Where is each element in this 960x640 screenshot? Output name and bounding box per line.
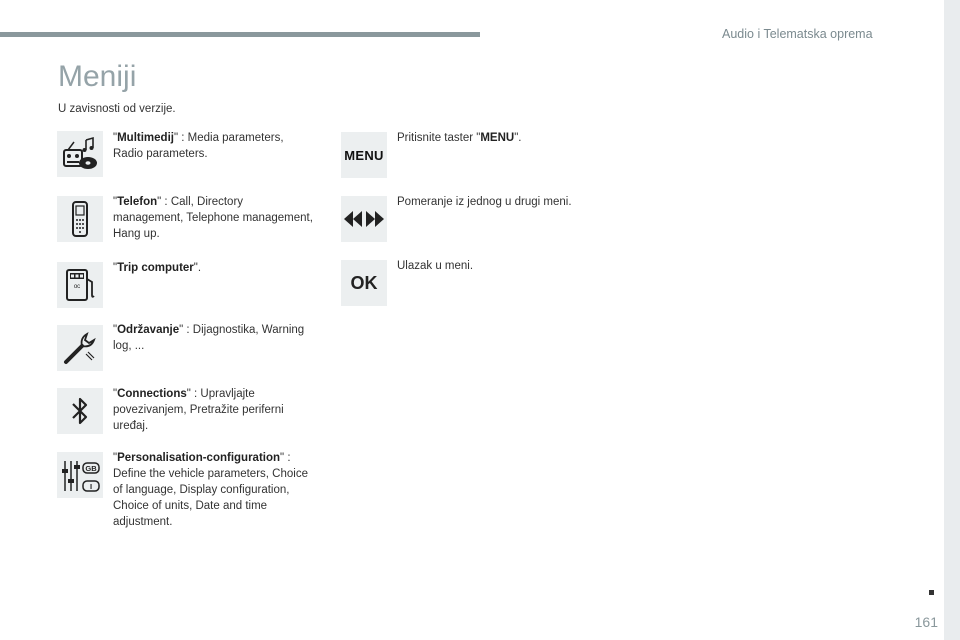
menu-item-telefon: "Telefon" : Call, Directory management, Telephone management, Hang up. [113,196,313,240]
page-subtitle: U zavisnosti od verzije. [58,103,176,115]
ok-button[interactable] [341,260,387,306]
trip-display-text: oc [73,284,81,290]
settings-badge-bottom: I [89,482,93,491]
arrows-instruction: Pomeranje iz jednog u drugi meni. [397,196,572,208]
menu-button-label: MENU [344,147,384,163]
ok-instruction: Ulazak u meni. [397,260,474,272]
menu-item-odrzavanje: "Održavanje" : Dijagnostika, Warning log, ... [113,324,305,352]
menu-item-label: Personalisation-configuration [117,452,281,464]
menu-instruction-prefix: Pritisnite taster " [397,132,481,144]
menu-item-label: Multimedij [117,132,174,144]
section-label: Audio i Telematska oprema [722,27,873,41]
menu-item-label: Connections [117,388,187,400]
menu-item-label: Održavanje [117,324,180,336]
multimedia-icon [57,131,103,177]
menu-item-multimedia: "Multimedij" : Media parameters, Radio parameters. [113,132,284,160]
menu-instruction [397,130,637,146]
menu-item-personalisation: "Personalisation-configuration" : Define the vehicle parameters, Choice of language, Display configuration, Choice of units, Date and time adjustment. [113,452,308,528]
trip-computer-icon [57,262,103,308]
phone-icon [57,196,103,242]
settings-sliders-icon [57,452,103,498]
left-right-arrows-icon [342,209,386,229]
arrow-buttons[interactable] [341,196,387,242]
menu-item-trip-computer: "Trip computer". [113,262,202,274]
menu-item-label: Telefon [117,196,158,208]
menu-item-connections: "Connections" : Upravljajte povezivanjem, Pretražite periferni uređaj. [113,388,284,432]
settings-badge-top: GB [85,464,97,473]
menu-item-desc: : Upravljajte povezivanjem, Pretražite periferni uređaj. [113,388,284,432]
menu-instruction-key: MENU [480,132,515,144]
page-edge-strip [944,0,960,640]
header-bar [0,32,480,37]
page-number: 161 [914,614,938,630]
menu-item-desc: : Define the vehicle parameters, Choice of language, Display configuration, Choice of units, Date and time adjustment. [113,452,308,528]
menu-item-desc: : Dijagnostika, Warning log, ... [113,324,305,352]
page-marker [929,590,934,595]
menu-item-label: Trip computer [117,262,194,274]
menu-item-desc: . [197,262,202,274]
wrench-icon [57,325,103,371]
menu-instruction-suffix: ". [514,132,522,144]
menu-item-desc: : Call, Directory management, Telephone management, Hang up. [113,196,313,240]
ok-button-label: OK [350,272,378,293]
menu-button[interactable] [341,132,387,178]
bluetooth-icon [57,388,103,434]
menu-item-desc: : Media parameters, Radio parameters. [113,132,284,160]
page-title: Meniji [58,60,137,93]
